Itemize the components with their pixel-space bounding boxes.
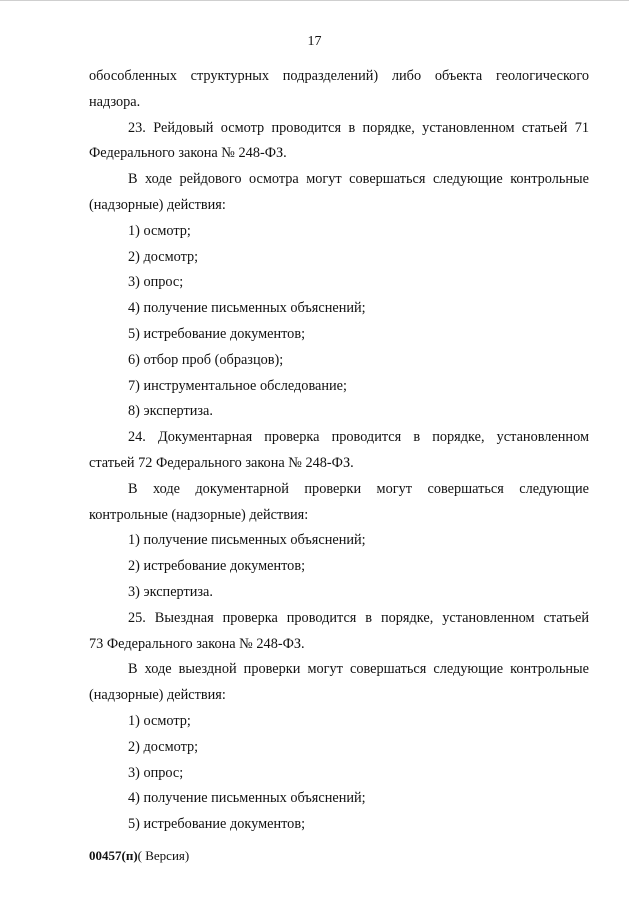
text-line: 3) опрос;	[128, 274, 184, 291]
text-line: 5) истребование документов;	[128, 816, 306, 833]
footer-code: 00457(п)	[89, 848, 138, 863]
text-line: 2) досмотр;	[128, 248, 199, 265]
page-number: 17	[307, 34, 322, 49]
text-line: 73 Федерального закона № 248-ФЗ.	[89, 635, 305, 652]
scan-edge-line	[0, 0, 629, 1]
text-line: 24. Документарная проверка проводится в порядке, установленном	[128, 429, 589, 446]
text-line: 25. Выездная проверка проводится в порядке, установленном статьей	[128, 609, 589, 626]
text-line: 7) инструментальное обследование;	[128, 377, 347, 394]
text-line: 2) истребование документов;	[128, 558, 306, 575]
footer-version: ( Версия)	[137, 848, 190, 863]
text-line: контрольные (надзорные) действия:	[89, 506, 309, 523]
text-line: 3) опрос;	[128, 764, 184, 781]
document-footer	[89, 848, 189, 864]
text-line: 6) отбор проб (образцов);	[128, 351, 284, 368]
text-line: 2) досмотр;	[128, 738, 199, 755]
text-line: В ходе документарной проверки могут совершаться следующие	[128, 480, 589, 497]
text-line: (надзорные) действия:	[89, 196, 226, 213]
text-line: 1) осмотр;	[128, 222, 191, 239]
text-line: надзора.	[89, 93, 141, 110]
text-line: В ходе выездной проверки могут совершаться следующие контрольные	[128, 661, 589, 678]
document-body	[89, 64, 589, 838]
text-line: 4) получение письменных объяснений;	[128, 790, 366, 807]
text-line: (надзорные) действия:	[89, 687, 226, 704]
text-line: 1) осмотр;	[128, 712, 191, 729]
text-line: 5) истребование документов;	[128, 325, 306, 342]
text-line: 1) получение письменных объяснений;	[128, 532, 366, 549]
text-line: обособленных структурных подразделений) либо объекта геологического	[89, 68, 589, 84]
text-line: 3) экспертиза.	[128, 583, 213, 600]
text-line: 8) экспертиза.	[128, 403, 213, 420]
text-line: статьей 72 Федерального закона № 248-ФЗ.	[89, 454, 354, 471]
text-line: В ходе рейдового осмотра могут совершаться следующие контрольные	[128, 171, 589, 188]
text-line: 23. Рейдовый осмотр проводится в порядке, установленном статьей 71	[128, 119, 589, 136]
text-line: 4) получение письменных объяснений;	[128, 300, 366, 317]
text-line: Федерального закона № 248-ФЗ.	[89, 145, 287, 162]
